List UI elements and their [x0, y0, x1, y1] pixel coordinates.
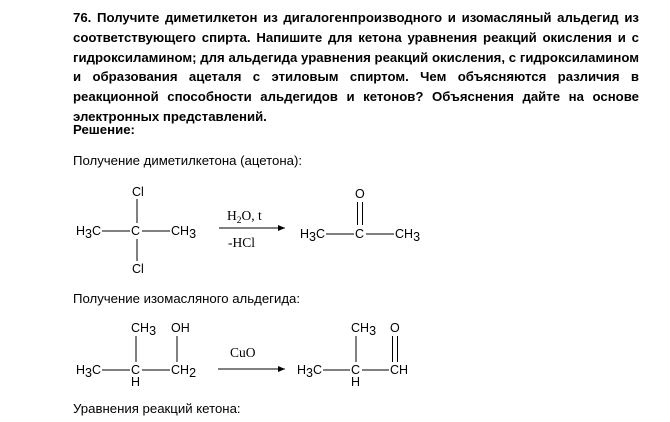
reactant-left-c: C: [91, 224, 102, 238]
reaction-arrow-2: [218, 345, 285, 372]
isobutyraldehyde-structure: [297, 321, 408, 389]
reactant-top-cl: Cl: [132, 185, 144, 199]
acetone-structure: [300, 187, 420, 244]
r2-top-sub: 3: [149, 324, 157, 338]
p2-top-o: O: [390, 321, 400, 335]
product-center-c: C: [355, 227, 365, 241]
arrow1-below-label: -HCl: [228, 235, 255, 250]
reactant-bottom-cl: Cl: [132, 262, 144, 276]
product-right-ch: CH: [395, 227, 414, 241]
product-left-sub: 3: [309, 230, 316, 244]
reactant-left-sub: 3: [85, 227, 92, 241]
r2-center-h: H: [131, 375, 141, 389]
svg-text:CH3: [171, 224, 196, 241]
arrow1-above-rest: O, t: [241, 208, 262, 223]
product-left-h: H: [300, 227, 310, 241]
p2-top-sub: 3: [369, 324, 377, 338]
svg-text:H3C: [76, 363, 101, 380]
svg-text:CH3: [395, 227, 420, 244]
r2-top-oh: OH: [171, 321, 190, 335]
r2-left-c: C: [91, 363, 102, 377]
svg-text:H3C: [297, 363, 322, 380]
svg-text:CH3: [351, 321, 376, 338]
arrow1-above-h: H: [227, 208, 237, 223]
dichloropropane-structure: [76, 185, 196, 276]
p2-left-c: C: [312, 363, 323, 377]
p2-left-h: H: [297, 363, 307, 377]
p2-center-h: H: [351, 375, 361, 389]
product-right-sub: 3: [413, 230, 421, 244]
p2-center-c: C: [351, 363, 361, 377]
svg-text:H3C: [76, 224, 101, 241]
svg-text:CH3: [131, 321, 156, 338]
p2-right-ch: CH: [390, 363, 409, 377]
svg-text:H2O, t: [227, 208, 262, 226]
aldehyde-reaction-scheme: [0, 314, 670, 394]
reactant-center-c: C: [131, 224, 141, 238]
r2-left-sub: 3: [85, 366, 92, 380]
reactant-right-ch: CH: [171, 224, 190, 238]
acetone-caption: Получение диметилкетона (ацетона):: [73, 153, 303, 168]
acetone-reaction-scheme: [0, 176, 670, 281]
aldehyde-caption: Получение изомасляного альдегида:: [73, 291, 301, 306]
arrow1-head-icon: [278, 225, 285, 231]
product-top-o: O: [355, 187, 365, 201]
problem-statement: 76. Получите диметилкетон из дигалогенпроизводного и изомасляный альдегид из соответствующего спирта. Напишите для кетона уравнения реакций окисления и с гидроксиламином; для альдегида уравнения реакций окисления, с гидроксиламином и образования ацеталя с этиловым спиртом. Чем объясняются различия в реакционной способности альдегидов и кетонов? Объяснения дайте на основе электронных представлений.: [73, 10, 639, 124]
arrow2-head-icon: [278, 366, 285, 372]
svg-text:CH2: [171, 363, 196, 380]
isobutanol-structure: [76, 321, 196, 389]
reactant-left-h: H: [76, 224, 86, 238]
r2-top-ch: CH: [131, 321, 150, 335]
ketone-reactions-caption: Уравнения реакций кетона:: [73, 401, 241, 416]
r2-right-ch: CH: [171, 363, 190, 377]
solution-heading: Решение:: [73, 122, 135, 137]
r2-center-c: C: [131, 363, 141, 377]
product-left-c: C: [315, 227, 326, 241]
reaction-arrow-1: [219, 208, 285, 250]
p2-left-sub: 3: [306, 366, 313, 380]
r2-left-h: H: [76, 363, 86, 377]
arrow1-above-sub: 2: [236, 216, 242, 226]
r2-right-sub: 2: [189, 366, 197, 380]
arrow2-above-label: CuO: [230, 345, 256, 360]
p2-top-ch: CH: [351, 321, 370, 335]
reactant-right-sub: 3: [189, 227, 197, 241]
svg-text:H3C: [300, 227, 325, 244]
